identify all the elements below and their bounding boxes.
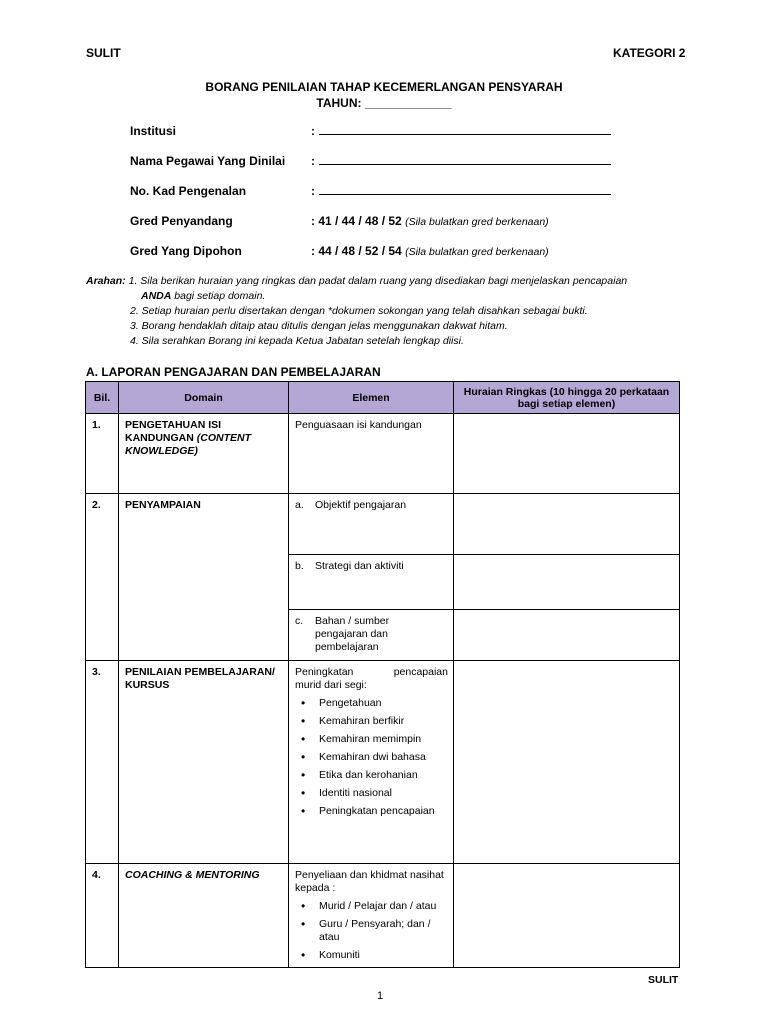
item-letter: b.	[295, 560, 304, 572]
elemen-text: pembelajaran	[315, 641, 379, 653]
table-row	[86, 494, 680, 555]
table-row	[86, 864, 680, 968]
list-item: • Murid / Pelajar dan / atau	[295, 900, 448, 913]
header-elemen: Elemen	[289, 382, 454, 414]
domain-italic: (CONTENT KNOWLEDGE)	[125, 432, 252, 457]
field-nama[interactable]	[311, 154, 611, 168]
grade-options: : 41 / 44 / 48 / 52	[311, 214, 402, 228]
table-header-row	[86, 382, 680, 414]
list-item: • Kemahiran memimpin	[295, 733, 448, 746]
field-label-institusi: Institusi	[130, 124, 177, 138]
instruction-1-cont	[141, 290, 265, 302]
elemen-text: Bahan / sumber	[315, 615, 390, 627]
list-item: • Pengetahuan	[295, 697, 448, 710]
field-label-gred-penyandang: Gred Penyandang	[130, 214, 233, 228]
instruction-2: 2. Setiap huraian perlu disertakan dengan *dokumen sokongan yang telah disahkan sebagai bukti.	[130, 305, 588, 317]
field-gred-penyandang[interactable]	[311, 214, 549, 228]
intro-word: Peningkatan	[295, 666, 354, 678]
elemen-text: Strategi dan aktiviti	[315, 560, 404, 572]
elemen-cell: Penguasaan isi kandungan	[289, 414, 454, 494]
list-item: • Kemahiran berfikir	[295, 715, 448, 728]
footer-classification: SULIT	[648, 974, 679, 986]
huraian-input[interactable]	[454, 864, 680, 968]
domain-cell	[119, 414, 289, 494]
instructions	[86, 275, 627, 287]
page-number: 1	[376, 990, 384, 1002]
list-item: • Komuniti	[295, 949, 448, 962]
field-colon: :	[311, 154, 315, 168]
category-label: KATEGORI 2	[613, 46, 686, 60]
classification-label: SULIT	[86, 46, 121, 60]
instruction-4: 4. Sila serahkan Borang ini kepada Ketua Jabatan setelah lengkap diisi.	[130, 335, 464, 347]
header-huraian: Huraian Ringkas (10 hingga 20 perkataan bagi setiap elemen)	[454, 382, 680, 414]
year-line: TAHUN: _____________	[316, 96, 452, 110]
item-letter: a.	[295, 499, 304, 511]
field-gred-dipohon[interactable]	[311, 244, 549, 258]
intro-word: pencapaian	[393, 666, 448, 678]
evaluation-table	[85, 381, 680, 968]
header-domain: Domain	[119, 382, 289, 414]
field-colon: :	[311, 124, 315, 138]
element-list	[295, 900, 448, 962]
field-label-ic: No. Kad Pengenalan	[130, 184, 247, 198]
domain-text: PENGETAHUAN ISI KANDUNGAN	[125, 419, 222, 444]
elemen-cell	[289, 610, 454, 661]
elemen-text: Objektif pengajaran	[315, 499, 407, 511]
elemen-intro: Penyeliaan dan khidmat nasihat kepada :	[295, 869, 444, 894]
domain-cell: PENYAMPAIAN	[119, 494, 289, 661]
huraian-input[interactable]	[454, 494, 680, 555]
grade-note: (Sila bulatkan gred berkenaan)	[405, 216, 549, 228]
elemen-cell	[289, 494, 454, 555]
huraian-input[interactable]	[454, 555, 680, 610]
blank-line	[319, 154, 611, 165]
list-item: • Kemahiran dwi bahasa	[295, 751, 448, 764]
huraian-input[interactable]	[454, 610, 680, 661]
list-item: • Guru / Pensyarah; dan / atau	[295, 918, 448, 944]
row-number: 1.	[86, 414, 119, 494]
domain-cell: COACHING & MENTORING	[119, 864, 289, 968]
table-row	[86, 414, 680, 494]
section-a-heading: A. LAPORAN PENGAJARAN DAN PEMBELAJARAN	[86, 365, 381, 379]
elemen-cell	[289, 661, 454, 864]
row-number: 4.	[86, 864, 119, 968]
list-item: • Etika dan kerohanian	[295, 769, 448, 782]
instructions-label: Arahan:	[86, 275, 126, 287]
domain-cell: PENILAIAN PEMBELAJARAN/ KURSUS	[119, 661, 289, 864]
row-number: 3.	[86, 661, 119, 864]
field-colon: :	[311, 184, 315, 198]
field-label-nama: Nama Pegawai Yang Dinilai	[130, 154, 286, 168]
blank-line	[319, 124, 611, 135]
element-list	[295, 697, 448, 818]
elemen-cell	[289, 555, 454, 610]
field-label-gred-dipohon: Gred Yang Dipohon	[130, 244, 242, 258]
grade-options: : 44 / 48 / 52 / 54	[311, 244, 402, 258]
field-institusi[interactable]	[311, 124, 611, 138]
list-item: • Identiti nasional	[295, 787, 448, 800]
form-title: BORANG PENILAIAN TAHAP KECEMERLANGAN PENSYARAH	[205, 80, 563, 94]
elemen-text: pengajaran dan	[315, 628, 388, 640]
instruction-1: 1. Sila berikan huraian yang ringkas dan padat dalam ruang yang disediakan bagi menjelaskan pencapaian	[128, 275, 628, 287]
huraian-input[interactable]	[454, 661, 680, 864]
row-number: 2.	[86, 494, 119, 661]
huraian-input[interactable]	[454, 414, 680, 494]
anda-emphasis: ANDA	[141, 290, 172, 302]
header-bil: Bil.	[86, 382, 119, 414]
list-item: • Peningkatan pencapaian	[295, 805, 448, 818]
grade-note: (Sila bulatkan gred berkenaan)	[405, 246, 549, 258]
field-ic[interactable]	[311, 184, 611, 198]
elemen-intro-cont: murid dari segi:	[295, 679, 367, 691]
elemen-intro	[295, 666, 448, 679]
elemen-cell	[289, 864, 454, 968]
instruction-3: 3. Borang hendaklah ditaip atau ditulis dengan jelas menggunakan dakwat hitam.	[130, 320, 508, 332]
item-letter: c.	[295, 615, 304, 627]
instruction-1-end: bagi setiap domain.	[174, 290, 266, 302]
blank-line	[319, 184, 611, 195]
table-row	[86, 661, 680, 864]
